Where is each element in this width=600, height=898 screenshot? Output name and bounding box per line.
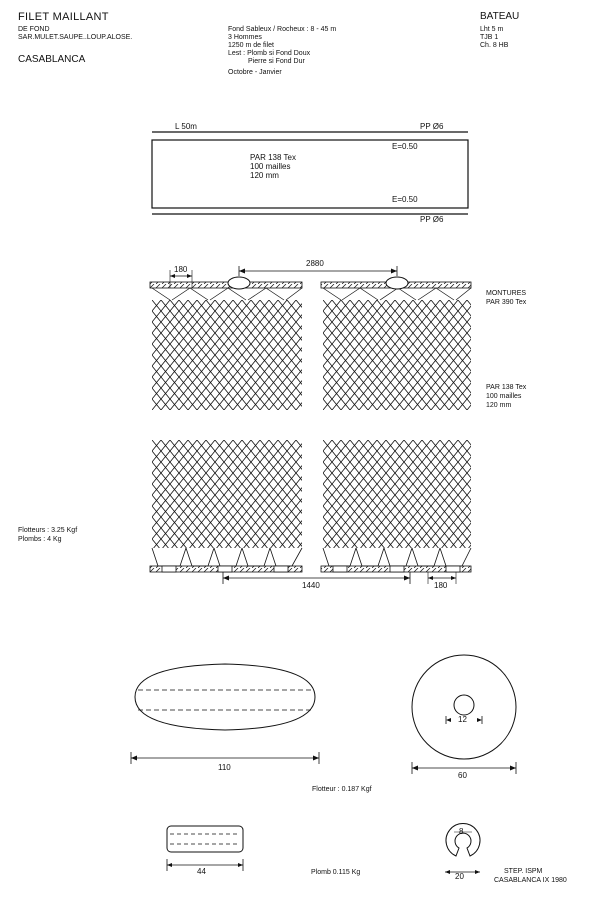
drawing-subtitle: DE FOND bbox=[18, 26, 50, 33]
net-length-label: L 50m bbox=[175, 122, 197, 131]
top-schematic bbox=[152, 132, 468, 214]
net-material-label: PAR 138 Tex bbox=[250, 153, 296, 162]
location-label: CASABLANCA bbox=[18, 54, 86, 65]
headrope-label: PP Ø6 bbox=[420, 122, 444, 131]
sinker-loops bbox=[323, 548, 471, 566]
spec-line: Pierre si Fond Dur bbox=[248, 58, 305, 65]
float-side-view bbox=[131, 664, 319, 764]
net-mesh bbox=[323, 440, 471, 548]
sinker-on-rope bbox=[218, 566, 232, 572]
net-meshes-label: 100 mailles bbox=[250, 162, 291, 171]
montures-title: MONTURES bbox=[486, 290, 527, 297]
net-panel-bottom-right bbox=[321, 440, 471, 572]
float-hole-diameter: 12 bbox=[458, 715, 467, 724]
dimension-1440: 1440 bbox=[302, 581, 320, 590]
net-material-side: PAR 138 Tex bbox=[486, 384, 527, 391]
sinker-on-rope bbox=[446, 566, 460, 572]
dimension-lines-bottom bbox=[223, 572, 456, 584]
net-mesh bbox=[152, 440, 302, 548]
floats-buoyancy: Flotteurs : 3.25 Kgf bbox=[18, 527, 78, 534]
net-mesh-size-side: 120 mm bbox=[486, 402, 512, 409]
spec-line: Fond Sableux / Rocheux : 8 - 45 m bbox=[228, 26, 337, 33]
dimension-2880: 2880 bbox=[306, 259, 324, 268]
dimension-180-bottom: 180 bbox=[434, 581, 448, 590]
sinker-loops bbox=[152, 548, 302, 566]
hanging-ratio-top: E=0.50 bbox=[392, 142, 418, 151]
montures-lines bbox=[323, 288, 471, 300]
float-on-rope bbox=[386, 277, 408, 289]
net-panel-top-right bbox=[321, 277, 471, 410]
sinker-diameter: 20 bbox=[455, 872, 464, 881]
spec-line: Lest : Plomb si Fond Doux bbox=[228, 50, 311, 57]
sinker-hole: 8 bbox=[459, 827, 464, 836]
footer-author: STEP. ISPM bbox=[504, 868, 543, 875]
net-meshes-side: 100 mailles bbox=[486, 393, 522, 400]
footer-place-date: CASABLANCA IX 1980 bbox=[494, 877, 567, 884]
sinker-length: 44 bbox=[197, 867, 206, 876]
dimension-180-top: 180 bbox=[174, 265, 188, 274]
boat-line: Lht 5 m bbox=[480, 26, 504, 33]
net-panel-bottom-left bbox=[150, 440, 302, 572]
spec-line: Octobre - Janvier bbox=[228, 69, 282, 76]
boat-line: TJB 1 bbox=[480, 34, 499, 41]
float-caption: Flotteur : 0.187 Kgf bbox=[312, 786, 372, 793]
montures-lines bbox=[152, 288, 302, 300]
boat-line: Ch. 8 HB bbox=[480, 42, 509, 49]
net-panel-top-left bbox=[150, 277, 302, 410]
net-panel-outline bbox=[152, 140, 468, 208]
drawing-title: FILET MAILLANT bbox=[18, 11, 109, 23]
net-mesh bbox=[152, 300, 302, 410]
sinker-on-rope bbox=[333, 566, 347, 572]
footrope-label: PP Ø6 bbox=[420, 215, 444, 224]
boat-title: BATEAU bbox=[480, 11, 520, 22]
sinkers-weight: Plombs : 4 Kg bbox=[18, 536, 62, 543]
montures-material: PAR 390 Tex bbox=[486, 299, 527, 306]
net-mesh-size-label: 120 mm bbox=[250, 171, 279, 180]
sinker-caption: Plomb 0.115 Kg bbox=[311, 869, 361, 876]
float-on-rope bbox=[228, 277, 250, 289]
headrope-hatched bbox=[150, 282, 302, 288]
sinker-on-rope bbox=[390, 566, 404, 572]
net-mesh bbox=[323, 300, 471, 410]
hanging-ratio-bottom: E=0.50 bbox=[392, 195, 418, 204]
spec-line: 3 Hommes bbox=[228, 34, 262, 41]
sinker-side-view bbox=[167, 826, 243, 871]
sinker-on-rope bbox=[162, 566, 176, 572]
sinker-on-rope bbox=[274, 566, 288, 572]
spec-line: 1250 m de filet bbox=[228, 42, 274, 49]
species-list: SAR.MULET.SAUPE..LOUP.ALOSE. bbox=[18, 34, 133, 41]
float-diameter: 60 bbox=[458, 771, 467, 780]
float-length: 110 bbox=[218, 763, 231, 772]
